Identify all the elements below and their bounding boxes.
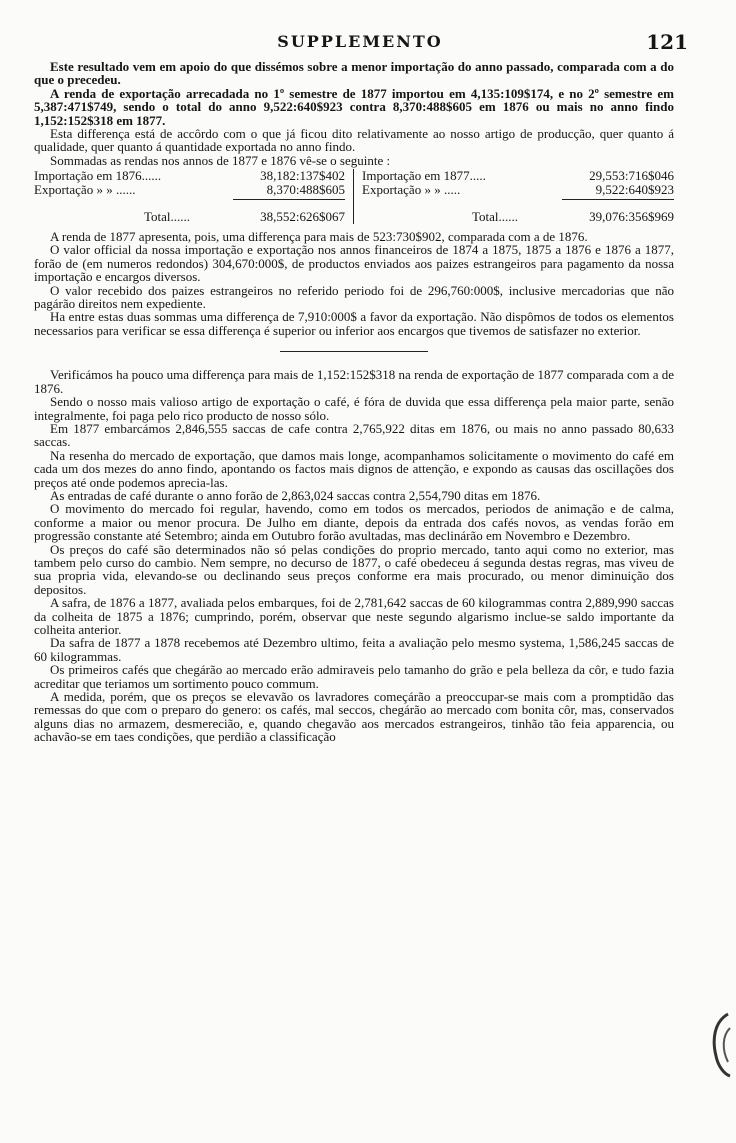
rendas-amount: 29,553:716$046 [589, 168, 674, 184]
rendas-row [362, 183, 674, 197]
binding-ring-mark [708, 1010, 734, 1080]
paragraph: Esta differença está de accôrdo com o que já ficou dito relativamente ao nosso artigo de producção, quer quanto á qualidade, quer quanto á quantidade exportada no anno findo. [34, 126, 674, 155]
paragraph: Verificámos ha pouco uma differença para mais de 1,152:152$318 na renda de exportação de 1877 comparada com a de 1876. [34, 367, 674, 396]
rendas-row [34, 169, 345, 183]
rendas-label: Exportação » » ...... [34, 181, 136, 197]
rendas-label: Exportação » » ..... [362, 181, 461, 197]
paragraph: O valor recebido dos paizes estrangeiros no referido periodo foi de 296,760:000$, inclusive mercadorias que não pagárão direitos nem expediente. [34, 282, 674, 312]
sum-rule [562, 199, 674, 200]
rendas-amount: 8,370:488$605 [266, 181, 345, 197]
running-title: SUPPLEMENTO [277, 32, 443, 51]
rendas-total-label: Total...... [472, 209, 519, 225]
rendas-total-row [34, 210, 345, 224]
rendas-label: Importação em 1876...... [34, 168, 162, 184]
rendas-row [34, 183, 345, 197]
rendas-total-label: Total...... [144, 209, 191, 225]
paragraph: Este resultado vem em apoio do que dissémos sobre a menor importação do anno passado, comparada com a do que o precedeu. [34, 59, 674, 88]
rendas-label: Importação em 1877..... [362, 168, 486, 184]
rendas-amount: 38,182:137$402 [260, 168, 345, 184]
paragraph: Os preços do café são determinados não só pelas condições do proprio mercado, tanto aqui como no exterior, mas tambem pelo curso do cambio. Nem sempre, no decurso de 1877, o café obedeceu á segunda destas regras, mas viveu de sua propria vida, elevando-se ou declinando seus preços conforme era mais procurado, ou menor diminuição dos depositos. [34, 541, 674, 597]
page-body [34, 60, 674, 744]
paragraph: Da safra de 1877 a 1878 recebemos até Dezembro ultimo, feita a avaliação pelo mesmo systema, 1,586,245 saccas de 60 kilogrammas. [34, 635, 674, 664]
rendas-total-amount: 39,076:356$969 [589, 209, 674, 225]
paragraph: O movimento do mercado foi regular, havendo, como em todos os mercados, periodos de animação e de calma, conforme a maior ou menor procura. De Julho em diante, depois da entrada dos cafés novos, as vendas forão em progressão constante até Setembro; ainda em Outubro forão avultadas, mas declinárão em Novembro e Dezembro. [34, 501, 674, 544]
paragraph: Em 1877 embarcámos 2,846,555 saccas de cafe contra 2,765,922 ditas em 1876, ou mais no anno passado 80,633 saccas. [34, 420, 674, 450]
paragraph: O valor official da nossa importação e exportação nos annos financeiros de 1874 a 1875, 1875 a 1876 e 1876 a 1877, forão de (em numeros redondos) 304,670:000$, de productos enviados aos paizes estrangeiros para pagamento da nossa importação e encargos diversos. [34, 242, 674, 285]
paragraph: Ha entre estas duas sommas uma differença de 7,910:000$ a favor da exportação. Não dispômos de todos os elementos necessarios para verificar se essa differença é superior ou inferior aos encargos que tivemos de satisfazer no exterior. [34, 309, 674, 338]
rendas-row [362, 169, 674, 183]
sum-rule [233, 199, 345, 200]
rendas-amount: 9,522:640$923 [595, 181, 674, 197]
rendas-total-row [362, 210, 674, 224]
paragraph: Os primeiros cafés que chegárão ao mercado erão admiraveis pelo tamanho do grão e pela belleza da côr, e tudo fazia acreditar que teriamos um sortimento pouco commum. [34, 662, 674, 691]
page-number: 121 [646, 30, 688, 54]
page-header [40, 30, 688, 54]
rendas-total-amount: 38,552:626$067 [260, 209, 345, 225]
rendas-1876-column [34, 169, 354, 224]
paragraph: A renda de exportação arrecadada no 1º semestre de 1877 importou em 4,135:109$174, e no 2º semestre em 5,387:471$749, sendo o total do anno 9,522:640$923 contra 8,370:488$605 em 1876 ou mais no anno findo 1,152:152$318 em 1877. [34, 85, 674, 128]
rendas-table [34, 169, 674, 224]
paragraph: Sommadas as rendas nos annos de 1877 e 1876 vê-se o seguinte : [50, 152, 391, 168]
section-divider [280, 351, 428, 352]
rendas-1877-column [354, 169, 674, 224]
paragraph: A renda de 1877 apresenta, pois, uma differença para mais de 523:730$902, comparada com a de 1876. [50, 229, 588, 245]
paragraph: As entradas de café durante o anno forão de 2,863,024 saccas contra 2,554,790 ditas em 1876. [50, 487, 541, 503]
paragraph: Na resenha do mercado de exportação, que damos mais longe, acompanhamos solicitamente o movimento do café em cada um dos mezes do anno findo, apontando os factos mais dignos de attenção, e expondo as causas das oscillações dos preços até onde podemos aprecia-las. [34, 447, 674, 490]
paragraph: A medida, porém, que os preços se elevavão os lavradores começárão a preoccupar-se mais com a promptidão das remessas do que com o preparo do genero: os cafés, mal seccos, chegárão ao mercado com bonita côr, mas, conservados alguns dias no armazem, desmerecião, e, quando chegavão aos mercados estrangeiros, tinhão tão feia apparencia, ou achavão-se em taes condições, que perdião a classificação [34, 689, 674, 745]
paragraph: A safra, de 1876 a 1877, avaliada pelos embarques, foi de 2,781,642 saccas de 60 kilogrammas contra 2,889,990 saccas da colheita de 1875 a 1876; cumprindo, porém, observar que neste segundo algarismo inclue-se saldo importante da colheita anterior. [34, 595, 674, 637]
paragraph: Sendo o nosso mais valioso artigo de exportação o café, é fóra de duvida que essa differença pela maior parte, senão integralmente, foi paga pelo rico producto de nosso sólo. [34, 394, 674, 423]
